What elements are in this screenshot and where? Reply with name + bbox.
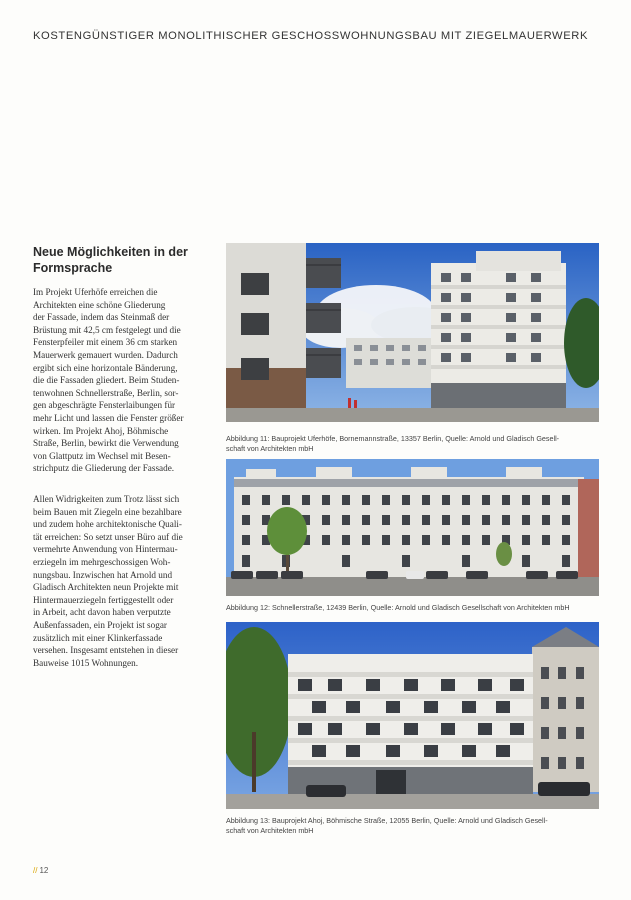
text-line: vermehrte Anwendung von Hintermau- bbox=[33, 544, 178, 555]
text-line: gen abgeschrägte Fensterlaibungen für bbox=[33, 400, 176, 411]
body-paragraph-2 bbox=[33, 493, 225, 669]
body-paragraph-1 bbox=[33, 286, 225, 475]
text-line: Brüstung mit 42,5 cm festgelegt und die bbox=[33, 324, 181, 335]
text-line: tenwohnen Schnellerstraße, Berlin, sor- bbox=[33, 387, 179, 398]
caption-line: Abbildung 11: Bauprojekt Uferhöfe, Bornemannstraße, 13357 Berlin, Quelle: Arnold und Gladisch Gesell- bbox=[226, 434, 560, 443]
text-line: Fensterpfeiler mit einem 36 cm starken bbox=[33, 337, 178, 348]
text-line: Architekten eine schöne Gliederung bbox=[33, 299, 166, 310]
text-line: Gladisch Architekten neun Projekte mit bbox=[33, 582, 179, 593]
text-line: strichputz die Gliederung der Fassade. bbox=[33, 463, 175, 474]
text-line: Allen Widrigkeiten zum Trotz lässt sich bbox=[33, 494, 180, 504]
text-line: und zudem hohe architektonische Quali- bbox=[33, 519, 182, 530]
figure-caption bbox=[226, 816, 601, 835]
section-title bbox=[33, 244, 223, 276]
figure-caption bbox=[226, 434, 601, 453]
folio-number: 12 bbox=[39, 866, 49, 875]
text-line: mehr Licht und lassen die Fenster größer bbox=[33, 412, 184, 423]
section-title-line: Formsprache bbox=[33, 261, 113, 275]
caption-line: Abbildung 12: Schnellerstraße, 12439 Berlin, Quelle: Arnold und Gladisch Gesellschaft von Architekten mbH bbox=[226, 603, 570, 612]
text-line: versehen. Insgesamt entstehen in dieser bbox=[33, 645, 179, 656]
text-line: zusätzlich mit einer Klinkerfassade bbox=[33, 632, 163, 643]
text-line: in Arbeit, acht davon haben verputzte bbox=[33, 607, 171, 618]
photo-schnellerstrasse bbox=[226, 459, 599, 596]
text-line: wirken. Im Projekt Ahoj, Böhmische bbox=[33, 425, 169, 436]
text-line: ergibt sich eine horizontale Bänderung, bbox=[33, 362, 178, 373]
running-header: KOSTENGÜNSTIGER MONOLITHISCHER GESCHOSSWOHNUNGSBAU MIT ZIEGELMAUERWERK bbox=[33, 30, 589, 42]
text-line: Mauerwerk gemauert wurden. Dadurch bbox=[33, 349, 178, 360]
text-line: Außenfassaden, ein Projekt ist sogar bbox=[33, 619, 167, 630]
text-line: beim Bauen mit Ziegeln eine bezahlbare bbox=[33, 506, 182, 517]
folio-slashes: // bbox=[33, 866, 38, 875]
caption-line: Abbildung 13: Bauprojekt Ahoj, Böhmische Straße, 12055 Berlin, Quelle: Arnold und Gladisch Gesell- bbox=[226, 816, 548, 825]
caption-line: schaft von Architekten mbH bbox=[226, 825, 314, 835]
page-number bbox=[33, 866, 48, 875]
photo-ahoj bbox=[226, 622, 599, 809]
photo-uferhoefe bbox=[226, 243, 599, 422]
text-line: die die Fassaden gliedert. Beim Studen- bbox=[33, 375, 180, 386]
text-line: Straße, Berlin, bewirkt die Verwendung bbox=[33, 438, 179, 449]
text-line: Im Projekt Uferhöfe erreichen die bbox=[33, 287, 158, 297]
text-line: tät erreichen: So setzt unser Büro auf die bbox=[33, 531, 183, 542]
text-line: Hintermauerziegeln fertiggestellt oder bbox=[33, 594, 174, 605]
text-line: von Glattputz im Wechsel mit Besen- bbox=[33, 450, 171, 461]
text-line: der Fassade, indem das Steinmaß der bbox=[33, 312, 170, 323]
text-line: nungsbau. Inzwischen hat Arnold und bbox=[33, 569, 173, 580]
caption-line: schaft von Architekten mbH bbox=[226, 443, 314, 453]
figure-caption bbox=[226, 603, 601, 613]
section-title-line: Neue Möglichkeiten in der bbox=[33, 245, 188, 259]
text-line: Bauweise 1015 Wohnungen. bbox=[33, 657, 138, 668]
text-line: erziegeln im mehrgeschossigen Woh- bbox=[33, 556, 171, 567]
